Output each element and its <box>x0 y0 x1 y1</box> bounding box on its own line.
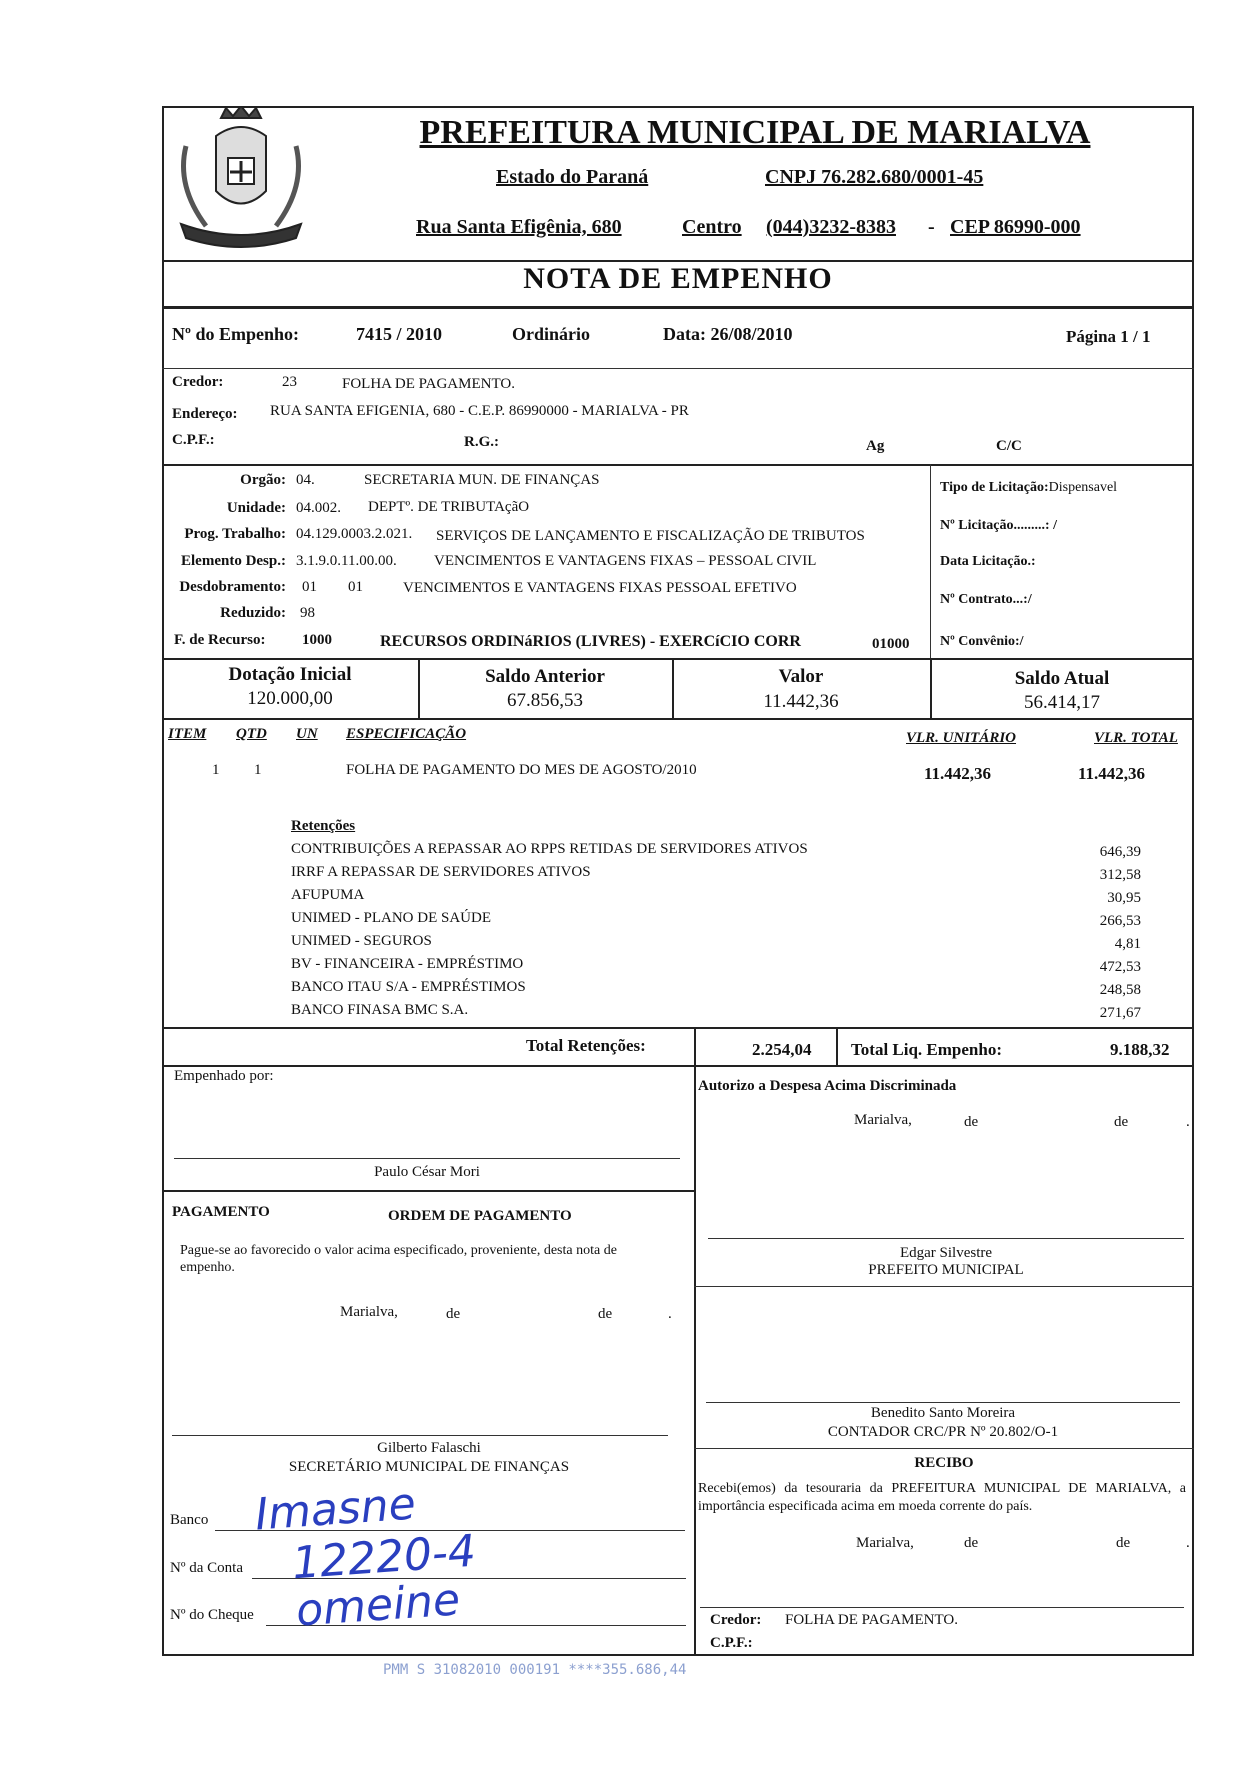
prog-trabalho-label: Prog. Trabalho: <box>184 526 286 542</box>
unidade-name: DEPTº. DE TRIBUTAçãO <box>368 499 530 515</box>
saldo-atual-value: 56.414,17 <box>1024 692 1100 713</box>
orgao-code: 04. <box>296 472 315 488</box>
divider <box>162 1065 1194 1067</box>
retencao-desc: BANCO FINASA BMC S.A. <box>291 1002 469 1018</box>
secretario-name: Gilberto Falaschi <box>377 1440 481 1456</box>
banco-handwritten: Imasne <box>253 1478 418 1541</box>
fonte-recurso-name: RECURSOS ORDINáRIOS (LIVRES) - EXERCíCIO CORR <box>380 633 801 650</box>
date-de-label: de <box>1116 1535 1131 1551</box>
date-de-label: de <box>1114 1114 1129 1130</box>
divider <box>162 718 1194 720</box>
retencao-desc: BANCO ITAU S/A - EMPRÉSTIMOS <box>291 979 526 995</box>
cep-label: CEP 86990-000 <box>950 216 1081 238</box>
retencao-row <box>291 978 1191 1001</box>
cnpj-label: CNPJ 76.282.680/0001-45 <box>765 166 984 188</box>
convenio-number: Nº Convênio:/ <box>940 634 1024 649</box>
retencao-value: 4,81 <box>1114 936 1141 952</box>
city-label: Marialva, <box>854 1112 912 1128</box>
col-vlr-unitario: VLR. UNITÁRIO <box>906 730 1017 746</box>
divider <box>694 1065 696 1656</box>
total-liquido-label: Total Liq. Empenho: <box>851 1040 1002 1059</box>
divider <box>694 1027 696 1065</box>
divider <box>836 1027 838 1065</box>
cpf-label: C.P.F.: <box>172 432 215 448</box>
conta-handwritten: 12220-4 <box>290 1525 478 1590</box>
elemento-name: VENCIMENTOS E VANTAGENS FIXAS – PESSOAL CIVIL <box>434 553 817 569</box>
divider <box>694 1448 1194 1449</box>
saldo-atual-label: Saldo Atual <box>1014 668 1110 689</box>
retencao-value: 646,39 <box>1099 844 1141 860</box>
licitacao-number: Nº Licitação.........: / <box>940 518 1057 533</box>
item-unit-value: 11.442,36 <box>924 764 992 783</box>
signature-line <box>174 1158 680 1159</box>
signature-line <box>708 1238 1184 1239</box>
divider <box>162 306 1194 309</box>
credor-label: Credor: <box>172 374 224 390</box>
address-field-label: Endereço: <box>172 406 238 422</box>
municipal-crest-logo <box>166 106 316 258</box>
date-dot: . <box>1186 1114 1190 1130</box>
recibo-credor-name: FOLHA DE PAGAMENTO. <box>785 1612 958 1628</box>
retencao-desc: UNIMED - PLANO DE SAÚDE <box>291 910 491 926</box>
retencao-row <box>291 863 1191 886</box>
orgao-label: Orgão: <box>240 472 286 488</box>
state-label: Estado do Paraná <box>496 166 649 188</box>
date-de-label: de <box>446 1306 461 1322</box>
elemento-code: 3.1.9.0.11.00.00. <box>296 553 397 569</box>
desdobramento-code-2: 01 <box>348 579 363 595</box>
prefeito-name: Edgar Silvestre <box>899 1245 993 1261</box>
credor-address: RUA SANTA EFIGENIA, 680 - C.E.P. 86990000 - MARIALVA - PR <box>270 403 689 419</box>
tipo-licitacao-value: Dispensavel <box>1048 480 1118 495</box>
fonte-recurso-label: F. de Recurso: <box>174 632 266 648</box>
district-label: Centro <box>682 216 742 238</box>
contador-name: Benedito Santo Moreira <box>870 1405 1016 1421</box>
retencao-desc: IRRF A REPASSAR DE SERVIDORES ATIVOS <box>291 864 591 880</box>
cheque-label: Nº do Cheque <box>170 1607 254 1623</box>
unidade-code: 04.002. <box>296 500 341 516</box>
retencao-row <box>291 1001 1191 1024</box>
city-label: Marialva, <box>856 1535 914 1551</box>
secretario-role: SECRETÁRIO MUNICIPAL DE FINANÇAS <box>288 1459 570 1475</box>
signature-line <box>172 1435 668 1436</box>
retencoes-title: Retenções <box>291 818 356 834</box>
col-qtd: QTD <box>236 726 267 742</box>
recibo-credor-label: Credor: <box>710 1612 762 1628</box>
unidade-label: Unidade: <box>226 500 286 516</box>
total-retencoes-value: 2.254,04 <box>752 1040 812 1059</box>
reduzido-code: 98 <box>300 605 315 621</box>
cash-register-stamp: PMM S 31082010 000191 ****355.686,44 <box>383 1662 687 1678</box>
date-de-label: de <box>964 1535 979 1551</box>
date-dot: . <box>668 1306 672 1322</box>
address-label: Rua Santa Efigênia, 680 <box>416 216 622 238</box>
total-retencoes-label: Total Retenções: <box>526 1036 646 1055</box>
recibo-cpf-label: C.P.F.: <box>710 1635 753 1651</box>
empenho-number-label: Nº do Empenho: <box>172 324 299 344</box>
city-label: Marialva, <box>340 1304 398 1320</box>
rg-label: R.G.: <box>464 434 499 450</box>
autorizo-label: Autorizo a Despesa Acima Discriminada <box>698 1078 957 1094</box>
divider <box>162 464 1194 466</box>
reduzido-label: Reduzido: <box>220 605 286 621</box>
divider <box>162 1190 696 1192</box>
conta-label: Nº da Conta <box>170 1560 243 1576</box>
retencao-desc: UNIMED - SEGUROS <box>291 933 432 949</box>
credor-code: 23 <box>282 374 297 390</box>
page-number: Página 1 / 1 <box>1066 327 1151 346</box>
divider <box>162 1027 1194 1029</box>
divider <box>930 464 931 658</box>
retencao-value: 472,53 <box>1099 959 1141 975</box>
item-spec: FOLHA DE PAGAMENTO DO MES DE AGOSTO/2010 <box>346 762 697 778</box>
retencao-desc: AFUPUMA <box>291 887 365 903</box>
empenho-number: 7415 / 2010 <box>356 324 443 344</box>
fonte-recurso-code-2: 01000 <box>872 636 910 652</box>
divider <box>162 658 1194 660</box>
retencao-desc: CONTRIBUIÇÕES A REPASSAR AO RPPS RETIDAS DE SERVIDORES ATIVOS <box>291 841 808 857</box>
desdobramento-code-1: 01 <box>302 579 317 595</box>
retencao-row <box>291 909 1191 932</box>
item-qtd: 1 <box>254 762 262 778</box>
col-un: UN <box>296 726 318 742</box>
retencao-value: 248,58 <box>1099 982 1141 998</box>
empenhado-por-name: Paulo César Mori <box>374 1164 480 1180</box>
dotacao-value: 120.000,00 <box>247 688 333 709</box>
date-de-label: de <box>964 1114 979 1130</box>
retencao-value: 271,67 <box>1099 1005 1141 1021</box>
elemento-label: Elemento Desp.: <box>181 553 286 569</box>
pagamento-label: PAGAMENTO <box>172 1204 270 1220</box>
divider <box>694 1286 1194 1287</box>
item-number: 1 <box>212 762 220 778</box>
separator: - <box>928 216 935 238</box>
valor-label: Valor <box>778 666 824 687</box>
recibo-title: RECIBO <box>914 1455 974 1471</box>
retencao-row <box>291 932 1191 955</box>
contrato-number: Nº Contrato...:/ <box>940 592 1032 607</box>
retencao-row <box>291 955 1191 978</box>
item-total-value: 11.442,36 <box>1078 764 1146 783</box>
phone-label: (044)3232-8383 <box>766 216 896 238</box>
prog-trabalho-name: SERVIÇOS DE LANÇAMENTO E FISCALIZAÇÃO DE TRIBUTOS <box>436 528 865 544</box>
dotacao-label: Dotação Inicial <box>228 664 352 685</box>
date-de-label: de <box>598 1306 613 1322</box>
signature-line <box>700 1607 1184 1608</box>
retencao-row <box>291 840 1191 863</box>
valor-value: 11.442,36 <box>763 691 839 712</box>
contador-role: CONTADOR CRC/PR Nº 20.802/O-1 <box>827 1424 1059 1440</box>
empenhado-por-label: Empenhado por: <box>174 1068 274 1084</box>
prog-trabalho-code: 04.129.0003.2.021. <box>296 526 413 542</box>
tipo-licitacao-label: Tipo de Licitação: <box>940 480 1049 495</box>
fonte-recurso-code: 1000 <box>302 632 332 648</box>
col-especificacao: ESPECIFICAÇÃO <box>346 726 467 742</box>
agency-label: Ag <box>866 438 885 454</box>
retencao-value: 312,58 <box>1099 867 1141 883</box>
ordem-pagamento-label: ORDEM DE PAGAMENTO <box>388 1208 572 1224</box>
orgao-name: SECRETARIA MUN. DE FINANÇAS <box>364 472 600 488</box>
total-liquido-value: 9.188,32 <box>1110 1040 1170 1059</box>
tipo-licitacao <box>940 480 1117 496</box>
col-item: ITEM <box>168 726 207 742</box>
saldo-anterior-label: Saldo Anterior <box>485 666 605 687</box>
date-dot: . <box>1186 1535 1190 1551</box>
retencao-value: 30,95 <box>1107 890 1141 906</box>
document-title: NOTA DE EMPENHO <box>523 262 833 295</box>
pagamento-text: Pague-se ao favorecido o valor acima especificado, proveniente, desta nota de empenho. <box>180 1243 617 1275</box>
retencoes-list <box>291 840 1191 1024</box>
prefeitura-title: PREFEITURA MUNICIPAL DE MARIALVA <box>419 114 1091 151</box>
desdobramento-name: VENCIMENTOS E VANTAGENS FIXAS PESSOAL EFETIVO <box>403 580 797 596</box>
recibo-text: Recebi(emos) da tesouraria da PREFEITURA MUNICIPAL DE MARIALVA, a importância especificada acima em moeda corrente do país. <box>698 1481 1186 1514</box>
account-label: C/C <box>996 438 1022 454</box>
col-vlr-total: VLR. TOTAL <box>1094 730 1178 746</box>
cheque-handwritten: omeine <box>294 1574 462 1637</box>
retencao-value: 266,53 <box>1099 913 1141 929</box>
empenho-type: Ordinário <box>512 324 591 344</box>
retencao-row <box>291 886 1191 909</box>
retencao-desc: BV - FINANCEIRA - EMPRÉSTIMO <box>291 956 524 972</box>
signature-line <box>706 1402 1180 1403</box>
saldo-anterior-value: 67.856,53 <box>507 690 583 711</box>
prefeito-role: PREFEITO MUNICIPAL <box>868 1262 1024 1278</box>
licitacao-date: Data Licitação.: <box>940 554 1036 569</box>
desdobramento-label: Desdobramento: <box>179 579 286 595</box>
banco-label: Banco <box>170 1512 209 1528</box>
credor-name: FOLHA DE PAGAMENTO. <box>342 376 515 392</box>
divider <box>162 368 1194 369</box>
empenho-date: Data: 26/08/2010 <box>663 324 793 344</box>
